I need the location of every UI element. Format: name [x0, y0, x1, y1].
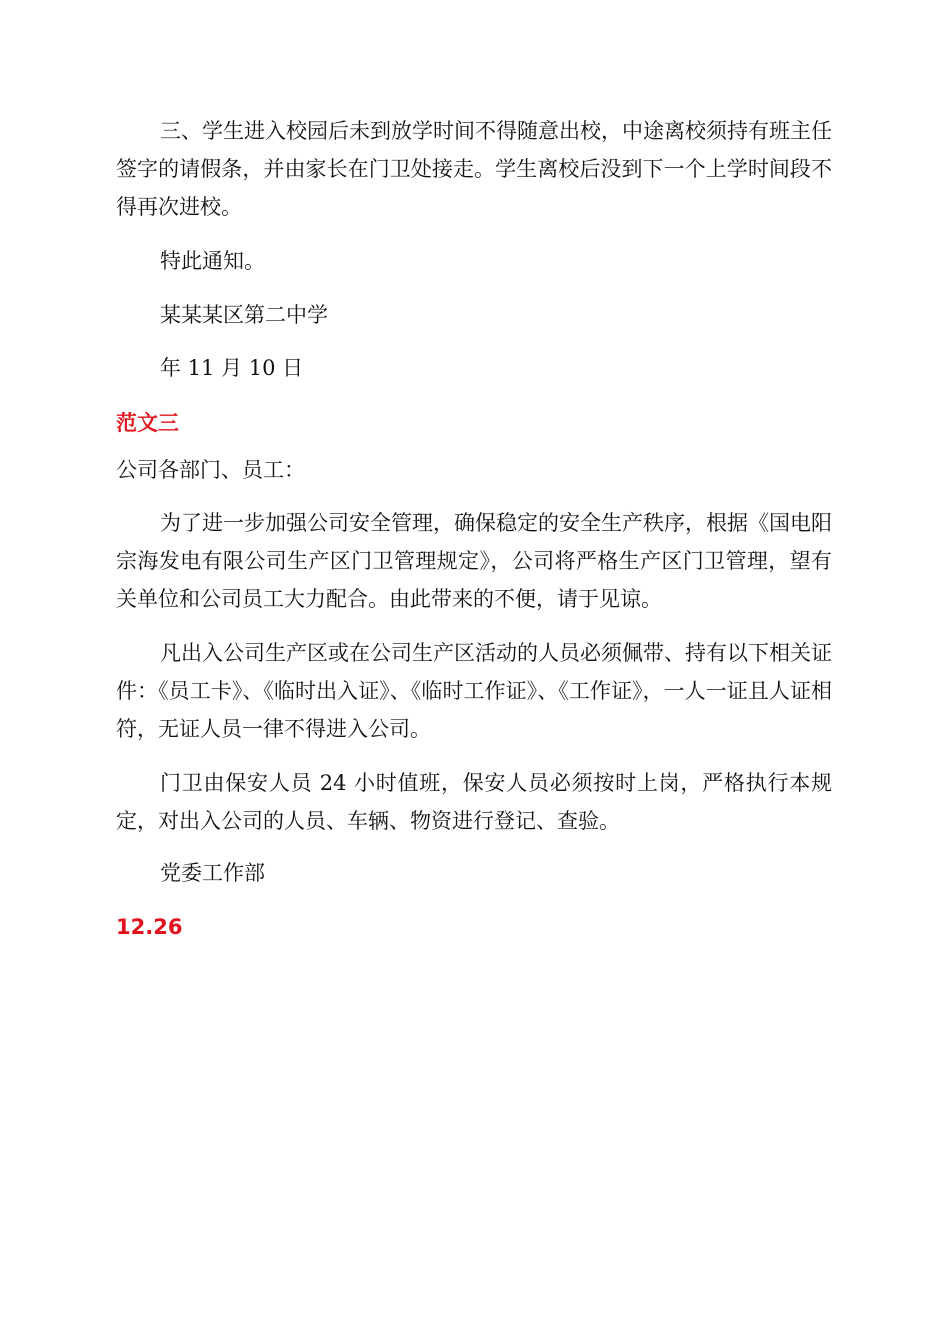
signature-date: 年 11 月 10 日 — [160, 356, 304, 380]
section-heading: 范文三 — [116, 411, 179, 435]
closing-notice: 特此通知。 — [160, 249, 265, 273]
signature-date-red: 12.26 — [116, 915, 183, 939]
paragraph-security-management: 为了进一步加强公司安全管理，确保稳定的安全生产秩序，根据《国电阳宗海发电有限公司生产区门卫管理规定》，公司将严格生产区门卫管理，望有关单位和公司员工大力配合。由此带来的不便，请于见谅。 — [116, 511, 832, 611]
paragraph-guard-duty: 门卫由保安人员 24 小时值班，保安人员必须按时上岗，严格执行本规定，对出入公司的人员、车辆、物资进行登记、查验。 — [116, 771, 832, 833]
paragraph-leave-rules: 三、学生进入校园后未到放学时间不得随意出校，中途离校须持有班主任签字的请假条，并由家长在门卫处接走。学生离校后没到下一个上学时间段不得再次进校。 — [116, 119, 832, 219]
signature-department: 党委工作部 — [160, 861, 265, 885]
salutation: 公司各部门、员工： — [116, 458, 305, 482]
signature-organization: 某某某区第二中学 — [160, 303, 328, 327]
paragraph-required-credentials: 凡出入公司生产区或在公司生产区活动的人员必须佩带、持有以下相关证件：《员工卡》、《临时出入证》、《临时工作证》、《工作证》，一人一证且人证相符，无证人员一律不得进入公司。 — [116, 641, 832, 741]
